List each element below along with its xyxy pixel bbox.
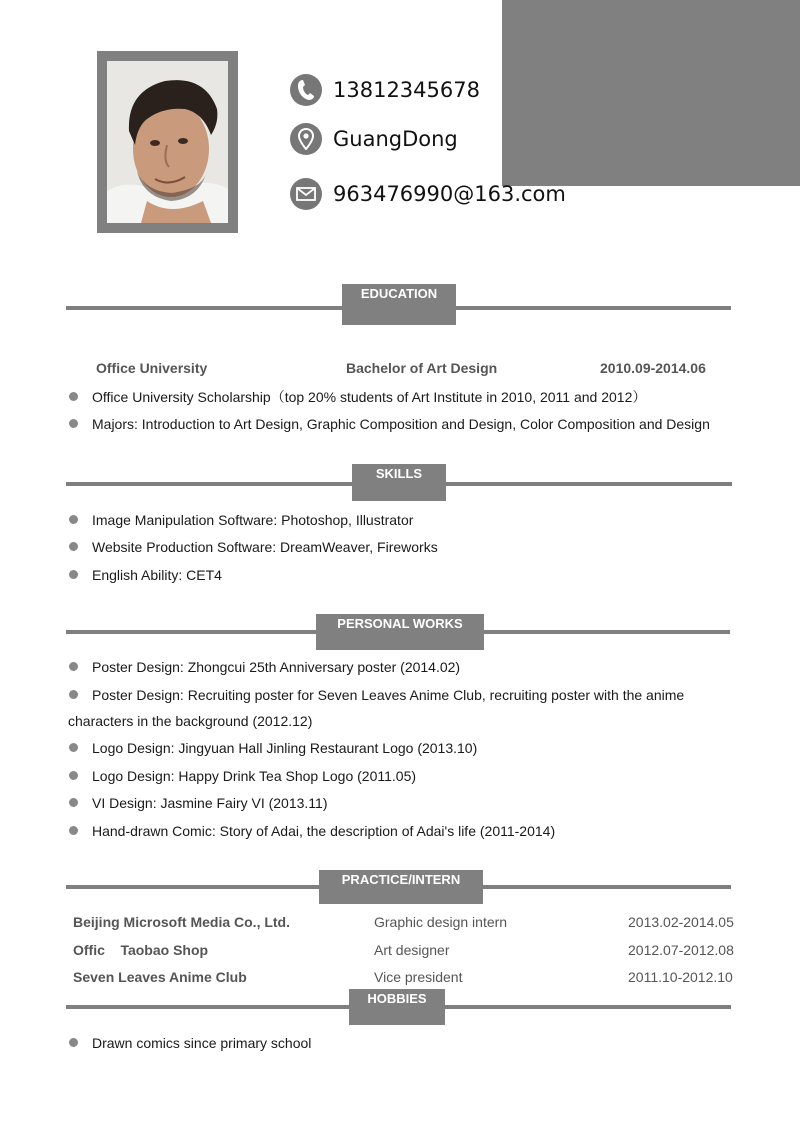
contact-phone	[290, 73, 610, 107]
hobbies-heading: HOBBIES	[349, 989, 445, 1025]
phone-number: 13812345678	[333, 78, 480, 102]
practice-role: Vice president	[374, 969, 463, 985]
profile-photo-frame	[97, 51, 238, 233]
education-school: Office University	[96, 360, 208, 376]
list-item: English Ability: CET4	[68, 566, 222, 584]
phone-icon	[290, 74, 322, 106]
list-item: VI Design: Jasmine Fairy VI (2013.11)	[68, 794, 328, 812]
bullet-icon	[69, 542, 78, 551]
skills-heading: SKILLS	[352, 464, 446, 501]
list-item: Drawn comics since primary school	[68, 1034, 311, 1052]
education-degree: Bachelor of Art Design	[346, 360, 498, 376]
bullet-icon	[69, 392, 78, 401]
practice-role: Art designer	[374, 942, 450, 958]
bullet-icon	[69, 515, 78, 524]
list-item: Office University Scholarship（top 20% students of Art Institute in 2010, 2011 and 2012）	[68, 388, 646, 406]
bullet-icon	[69, 570, 78, 579]
email-address: 963476990@163.com	[333, 182, 566, 206]
bullet-icon	[69, 771, 78, 780]
location-pin-icon	[290, 123, 322, 155]
list-item: Logo Design: Happy Drink Tea Shop Logo (2011.05)	[68, 767, 416, 785]
practice-company: Beijing Microsoft Media Co., Ltd.	[73, 914, 290, 930]
bullet-icon	[69, 1038, 78, 1047]
bullet-icon	[69, 743, 78, 752]
list-item: Website Production Software: DreamWeaver, Fireworks	[68, 538, 438, 556]
contact-email	[290, 177, 610, 211]
bullet-icon	[69, 798, 78, 807]
practice-company: Offic Taobao Shop	[73, 942, 209, 958]
mail-icon	[290, 178, 322, 210]
practice-company: Seven Leaves Anime Club	[73, 969, 247, 985]
list-item: Logo Design: Jingyuan Hall Jinling Restaurant Logo (2013.10)	[68, 739, 477, 757]
practice-period: 2011.10-2012.10	[628, 969, 733, 985]
education-heading: EDUCATION	[342, 284, 456, 325]
education-period: 2010.09-2014.06	[600, 360, 706, 376]
list-item: Majors: Introduction to Art Design, Graphic Composition and Design, Color Composition and Design	[68, 415, 710, 433]
bullet-icon	[69, 419, 78, 428]
list-item: Poster Design: Zhongcui 25th Anniversary poster (2014.02)	[68, 658, 460, 676]
bullet-icon	[69, 662, 78, 671]
portrait-illustration	[107, 61, 228, 223]
list-item-continuation: characters in the background (2012.12)	[68, 713, 313, 729]
list-item: Poster Design: Recruiting poster for Seven Leaves Anime Club, recruiting poster with the anime	[68, 686, 684, 704]
bullet-icon	[69, 690, 78, 699]
contact-location	[290, 122, 610, 156]
list-item: Image Manipulation Software: Photoshop, Illustrator	[68, 511, 413, 529]
practice-period: 2013.02-2014.05	[628, 914, 734, 930]
practice-heading: PRACTICE/INTERN	[319, 870, 483, 904]
practice-role: Graphic design intern	[374, 914, 508, 930]
works-heading: PERSONAL WORKS	[316, 614, 484, 650]
bullet-icon	[69, 826, 78, 835]
practice-period: 2012.07-2012.08	[628, 942, 734, 958]
profile-photo	[107, 61, 228, 223]
list-item: Hand-drawn Comic: Story of Adai, the description of Adai's life (2011-2014)	[68, 822, 555, 840]
location-text: GuangDong	[333, 127, 458, 151]
